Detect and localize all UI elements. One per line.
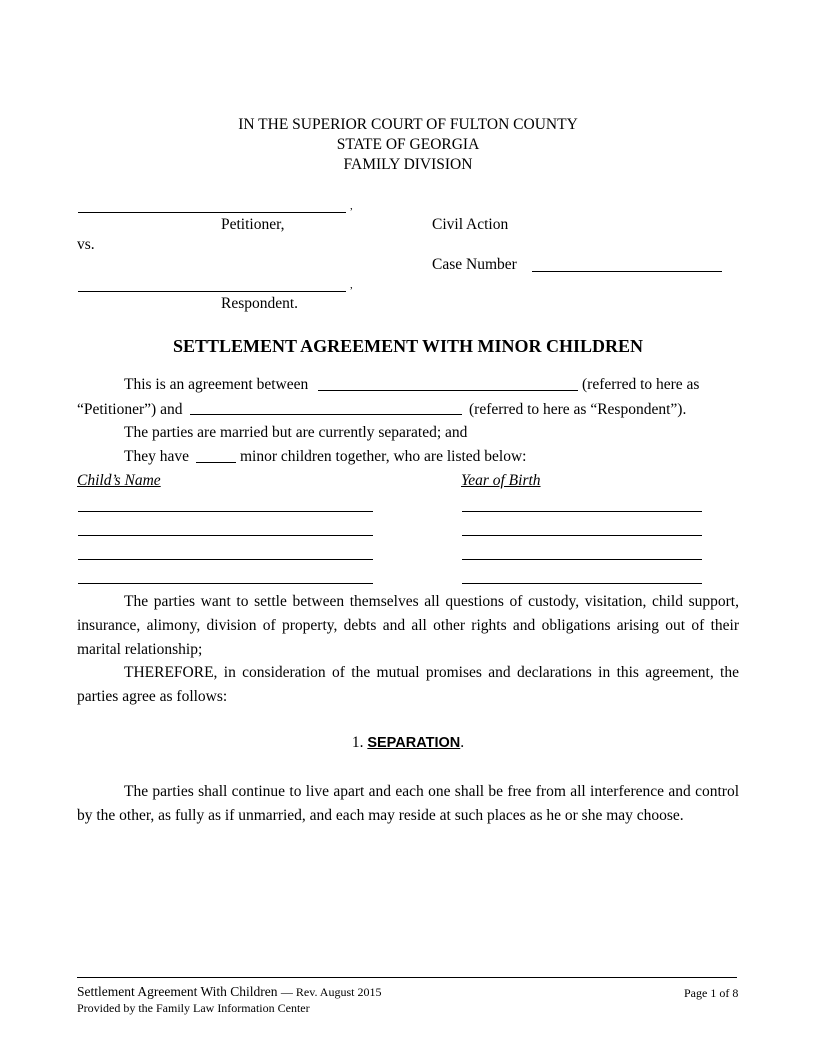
child-name-header: Child’s Name (77, 472, 161, 489)
year-of-birth-header: Year of Birth (461, 472, 541, 489)
state-name: STATE OF GEORGIA (336, 136, 480, 153)
petitioner-comma: , (350, 200, 353, 212)
child-year-line-2[interactable] (462, 535, 702, 536)
child-name-line-4[interactable] (78, 583, 373, 584)
intro-line2-pre: “Petitioner”) and (77, 401, 183, 418)
respondent-blank[interactable] (190, 414, 462, 415)
intro-line-3: The parties are married but are currently separated; and (124, 424, 468, 441)
child-year-line-1[interactable] (462, 511, 702, 512)
footer-revision: — Rev. August 2015 (280, 985, 382, 999)
child-name-line-3[interactable] (78, 559, 373, 560)
intro-line2-post: (referred to here as “Respondent”). (469, 401, 687, 418)
intro-line4-post: minor children together, who are listed below: (240, 448, 527, 465)
respondent-name-line[interactable] (78, 291, 346, 292)
respondent-comma: , (350, 279, 353, 291)
case-number-label: Case Number (432, 256, 517, 273)
section-1-heading (0, 734, 816, 752)
section-1-title: SEPARATION (367, 735, 461, 751)
settle-paragraph: The parties want to settle between themselves all questions of custody, visitation, child support, insurance, alimony, division of property, debts and all other rights and obligations arising out of their marital relationship; (77, 593, 739, 658)
child-name-line-2[interactable] (78, 535, 373, 536)
section-1-body: The parties shall continue to live apart and each one shall be free from all interference and control by the other, as fully as if unmarried, and each may reside at such places as he or she may choose. (77, 783, 739, 824)
intro-line1-pre: This is an agreement between (124, 376, 309, 393)
footer-divider (77, 977, 737, 978)
footer-page-number: Page 1 of 8 (684, 986, 739, 1000)
section-1-number: 1. (351, 734, 364, 751)
intro-line-1 (124, 376, 308, 394)
vs-label: vs. (77, 236, 95, 253)
document-title: SETTLEMENT AGREEMENT WITH MINOR CHILDREN (172, 336, 644, 356)
footer-form-title (77, 984, 381, 1000)
therefore-paragraph: THEREFORE, in consideration of the mutual promises and declarations in this agreement, the parties agree as follows: (77, 664, 739, 705)
child-year-line-4[interactable] (462, 583, 702, 584)
respondent-label: Respondent. (221, 295, 299, 312)
petitioner-blank[interactable] (318, 390, 578, 391)
child-year-line-3[interactable] (462, 559, 702, 560)
intro-line4-pre: They have (124, 448, 189, 465)
petitioner-name-line[interactable] (78, 212, 346, 213)
division-name: FAMILY DIVISION (343, 156, 473, 173)
children-count-blank[interactable] (196, 462, 236, 463)
case-number-line[interactable] (532, 271, 722, 272)
intro-line1-post: (referred to here as (582, 376, 700, 393)
footer-provider: Provided by the Family Law Information Center (77, 1001, 310, 1015)
court-name: IN THE SUPERIOR COURT OF FULTON COUNTY (238, 116, 578, 133)
civil-action-label: Civil Action (432, 216, 509, 233)
section-1-period: . (460, 734, 465, 751)
footer-title: Settlement Agreement With Children (77, 984, 278, 999)
child-name-line-1[interactable] (78, 511, 373, 512)
petitioner-label: Petitioner, (221, 216, 285, 233)
